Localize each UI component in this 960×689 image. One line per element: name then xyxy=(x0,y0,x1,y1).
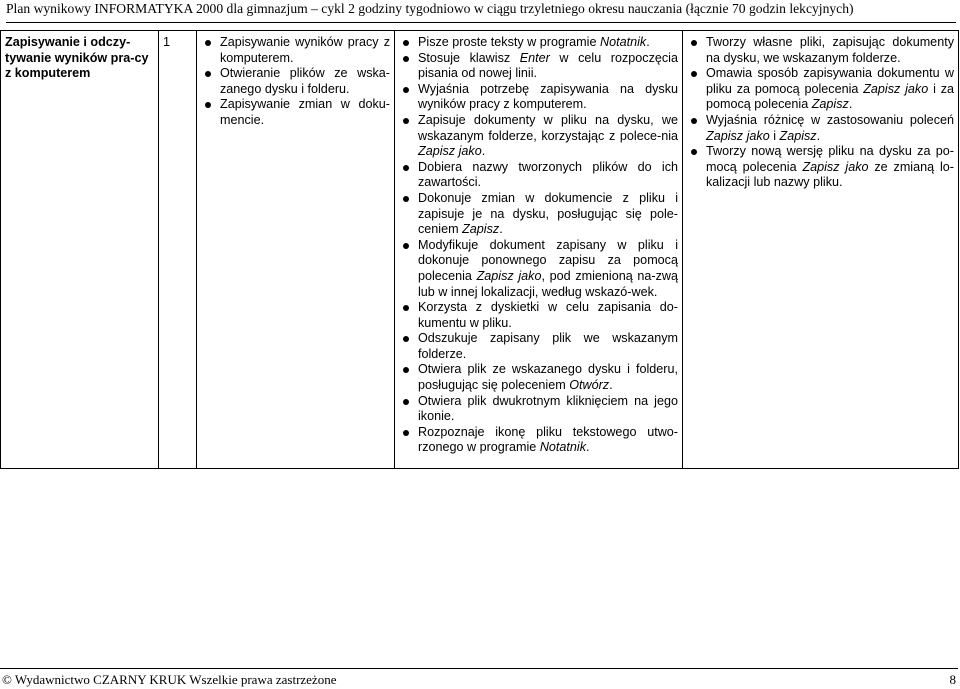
page-header-text: Plan wynikowy INFORMATYKA 2000 dla gimnazjum – cykl 2 godziny tygodniowo w ciągu trzyletniego okresu nauczania (łącznie 70 godzin lekcyjnych) xyxy=(6,1,854,16)
bullet-icon xyxy=(691,71,697,77)
list-item-text: . xyxy=(586,440,590,455)
hours-cell xyxy=(159,31,197,469)
table-row xyxy=(1,31,959,469)
list-item-text: Zapisz xyxy=(811,97,849,112)
list-item-text: Zapisz jako xyxy=(418,144,482,159)
list-item-text: Zapisywanie zmian w doku-mencie. xyxy=(220,97,390,127)
list-item-text: Rozpoznaje ikonę pliku tekstowego utwo-rzonego w programie xyxy=(418,424,678,455)
list-item-text: Wyjaśnia potrzebę zapisywania na dysku wyników pracy z komputerem. xyxy=(418,81,678,112)
list-item-text: . xyxy=(481,144,486,159)
bullet-icon xyxy=(691,40,697,46)
hours-text: 1 xyxy=(163,35,171,49)
bullet-icon xyxy=(691,149,697,155)
list-item-text: Zapisz xyxy=(462,222,500,237)
bullet-icon xyxy=(403,243,409,249)
bullet-icon xyxy=(403,305,409,311)
extended-requirements-list xyxy=(687,35,954,191)
page-header xyxy=(6,0,956,23)
list-item xyxy=(201,66,390,97)
page-number: 8 xyxy=(949,672,956,687)
plan-table xyxy=(0,30,959,469)
basic-requirements-list xyxy=(399,35,678,456)
bullet-icon xyxy=(205,102,211,108)
list-item xyxy=(399,362,678,393)
bullet-icon xyxy=(403,430,409,436)
list-item xyxy=(399,238,678,300)
extended-requirements-cell xyxy=(683,31,959,469)
list-item-text: Modyfikuje dokument zapisany w pliku i dokonuje ponownego zapisu za pomocą polecenia xyxy=(418,237,678,283)
list-item xyxy=(399,394,678,425)
page-footer xyxy=(0,668,958,687)
list-item-text: w celu rozpoczęcia pisania od nowej linii. xyxy=(418,50,678,81)
list-item-text: Otwieranie plików ze wska-zanego dysku i folderu. xyxy=(220,66,390,96)
topic-text: Zapisywanie i odczy-tywanie wyników pra-cy z komputerem xyxy=(5,35,149,81)
list-item-text: Notatnik xyxy=(599,35,647,49)
list-item-text: Pisze proste teksty w programie xyxy=(418,35,600,49)
list-item-text: Notatnik xyxy=(539,440,587,455)
list-item-text: Zapisz jako xyxy=(863,81,929,96)
bullet-icon xyxy=(403,40,409,46)
list-item-text: Dokonuje zmian w dokumencie z pliku i zapisuje je na dysku, posługując się pole-ceniem xyxy=(418,190,678,237)
list-item xyxy=(399,113,678,160)
content-cell xyxy=(197,31,395,469)
bullet-icon xyxy=(403,165,409,171)
list-item xyxy=(687,113,954,144)
list-item-text: Zapisz jako xyxy=(802,159,869,174)
bullet-icon xyxy=(403,336,409,342)
bullet-icon xyxy=(403,399,409,405)
list-item-text: Stosuje klawisz xyxy=(418,50,520,65)
list-item-text: Zapisz jako xyxy=(706,128,770,143)
list-item-text: Tworzy nową wersję pliku na dysku za po-mocą polecenia xyxy=(706,144,954,174)
list-item-text: Dobiera nazwy tworzonych plików do ich zawartości. xyxy=(418,159,678,190)
list-item-text: Zapisywanie wyników pracy z komputerem. xyxy=(220,35,390,65)
list-item-text: Odszukuje zapisany plik we wskazanym folderze. xyxy=(418,331,678,361)
list-item xyxy=(399,82,678,113)
content-list xyxy=(201,35,390,129)
list-item xyxy=(399,191,678,238)
list-item-text: Omawia sposób zapisywania dokumentu w pliku za pomocą polecenia xyxy=(706,66,954,96)
topic-cell xyxy=(1,31,159,469)
list-item-text: i xyxy=(769,128,780,143)
bullet-icon xyxy=(403,87,409,93)
list-item-text: ze zmianą lo-kalizacji lub nazwy pliku. xyxy=(706,159,954,190)
list-item xyxy=(399,35,678,51)
list-item xyxy=(687,66,954,113)
bullet-icon xyxy=(403,367,409,373)
list-item-text: Otwiera plik dwukrotnym kliknięciem na jego ikonie. xyxy=(418,393,678,424)
list-item-text: Otwórz xyxy=(569,378,610,393)
list-item xyxy=(201,35,390,66)
bullet-icon xyxy=(205,71,211,77)
list-item xyxy=(399,425,678,456)
list-item-text: Korzysta z dyskietki w celu zapisania do-kumentu w pliku. xyxy=(418,300,678,330)
list-item-text: , pod zmienioną na-zwą lub w innej lokalizacji, według wskazó-wek. xyxy=(418,268,678,299)
bullet-icon xyxy=(403,118,409,124)
list-item-text: . xyxy=(609,378,613,393)
list-item-text: Tworzy własne pliki, zapisując dokumenty na dysku, we wskazanym folderze. xyxy=(706,35,954,65)
copyright-text: © Wydawnictwo CZARNY KRUK Wszelkie prawa zastrzeżone xyxy=(2,672,337,687)
bullet-icon xyxy=(403,196,409,202)
list-item-text: i za pomocą polecenia xyxy=(706,81,954,112)
list-item-text: Wyjaśnia różnicę w zastosowaniu poleceń xyxy=(706,112,954,127)
bullet-icon xyxy=(403,56,409,62)
bullet-icon xyxy=(205,40,211,46)
bullet-icon xyxy=(691,118,697,124)
list-item-text: Zapisz jako xyxy=(476,268,542,283)
list-item-text: . xyxy=(848,97,853,112)
list-item-text: Otwiera plik ze wskazanego dysku i folderu, posługując się poleceniem xyxy=(418,362,678,393)
list-item xyxy=(399,331,678,362)
list-item-text: . xyxy=(499,222,503,237)
list-item xyxy=(399,160,678,191)
list-item-text: . xyxy=(816,128,821,143)
list-item-text: Zapisuje dokumenty w pliku na dysku, we wskazanym folderze, korzystając z polece-nia xyxy=(418,112,678,143)
list-item xyxy=(687,35,954,66)
list-item xyxy=(399,300,678,331)
list-item xyxy=(399,51,678,82)
list-item-text: Zapisz xyxy=(779,128,817,143)
list-item xyxy=(687,144,954,191)
list-item-text: . xyxy=(646,35,650,49)
basic-requirements-cell xyxy=(395,31,683,469)
list-item-text: Enter xyxy=(519,50,550,65)
list-item xyxy=(201,97,390,128)
